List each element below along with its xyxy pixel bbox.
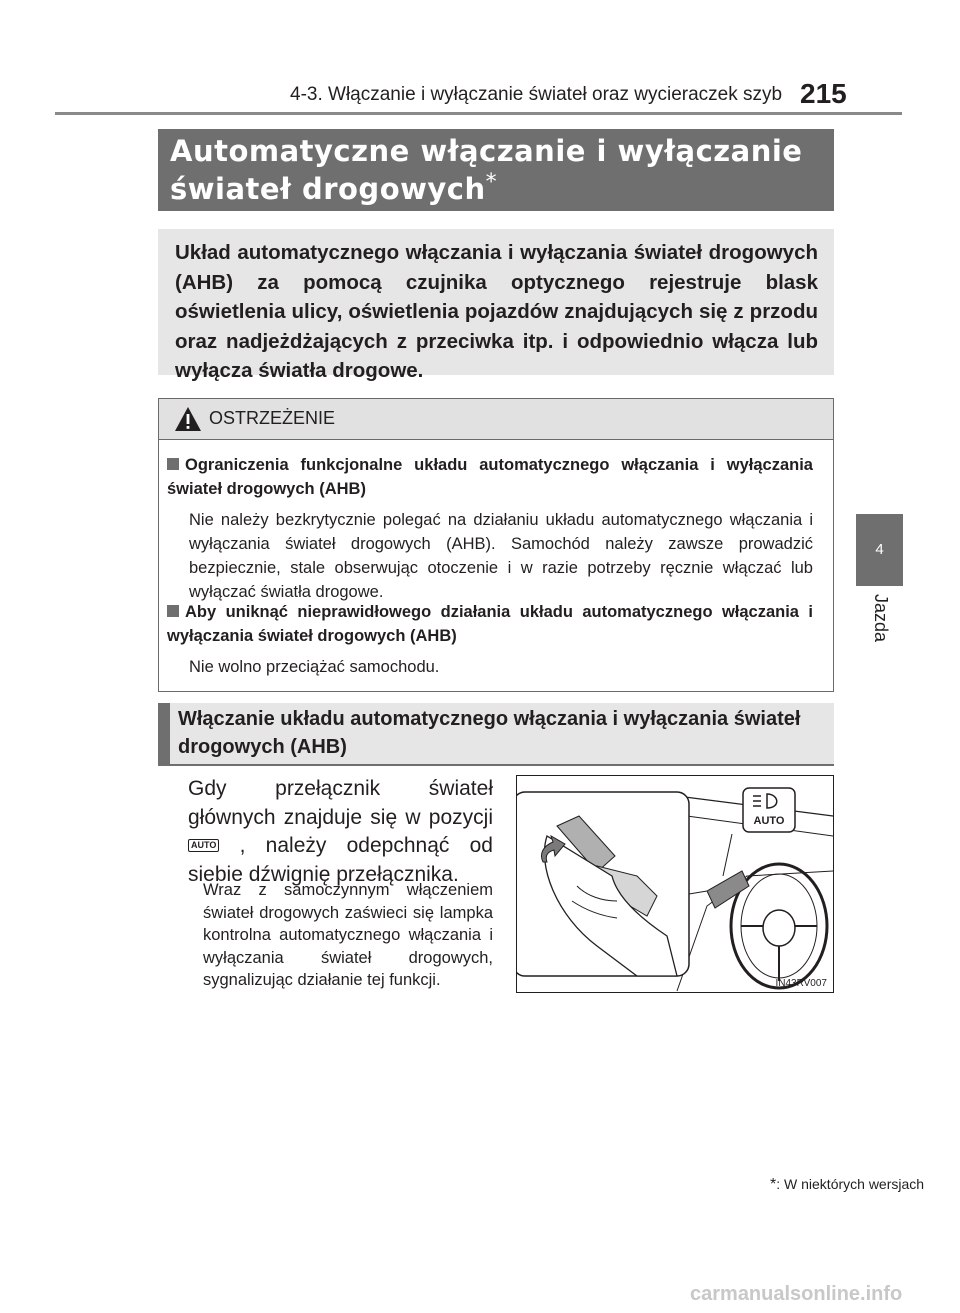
- instruction-note: Wraz z samoczynnym włączeniem świateł drogowych zaświeci się lampka kontrolna automatycznego włączania i wyłączania świateł drogowych, sygnalizując działanie tej funkcji.: [203, 881, 493, 989]
- warning-item: [167, 453, 813, 604]
- subsection-rule: [158, 764, 834, 766]
- section-title-line2: [170, 170, 497, 206]
- footnote-star-marker: *: [485, 170, 498, 195]
- square-bullet-icon: [167, 458, 179, 470]
- auto-headlight-icon: AUTO: [188, 839, 219, 852]
- instruction-paragraph: [188, 775, 493, 889]
- warning-item-body: Nie należy bezkrytycznie polegać na działaniu układu automatycznego włączania i wyłączania świateł drogowych (AHB). Samochód należy zawsze prowadzić bezpiecznie, stale obserwując otoczenie i w razie potrzeby ręcznie włączać lub wyłączać światła drogowe.: [189, 511, 813, 601]
- warning-item-heading: [167, 453, 813, 501]
- warning-item-body: Nie wolno przeciążać samochodu.: [189, 658, 440, 676]
- section-title-bar: [158, 129, 834, 211]
- running-head: 4-3. Włączanie i wyłączanie świateł oraz wycieraczek szyb: [290, 84, 783, 105]
- warning-box: [158, 398, 834, 692]
- watermark: carmanualsonline.info: [690, 1283, 903, 1305]
- figure-code: IN43RV007: [775, 978, 827, 989]
- chapter-tab-label-wrap: [859, 594, 899, 654]
- square-bullet-icon: [167, 605, 179, 617]
- warning-item: [167, 600, 813, 679]
- lever-illustration-drawing: [517, 776, 833, 992]
- auto-indicator-label: AUTO: [753, 815, 785, 827]
- intro-text: Układ automatycznego włączania i wyłączania świateł drogowych (AHB) za pomocą czujnika optycznego rejestruje blask oświetlenia ulicy, oświetlenia pojazdów znajdujących się z przodu oraz nadjeżdżających z przeciwka itp. i odpowiednio włącza lub wyłącza światła drogowe.: [175, 241, 818, 382]
- subsection-heading-bar: [158, 703, 834, 764]
- page-number: 215: [800, 78, 847, 109]
- instruction-text-end: , należy odepchnąć od siebie dźwignię przełącznika.: [188, 834, 493, 886]
- chapter-tab-label: Jazda: [871, 594, 891, 643]
- lever-illustration: [516, 775, 834, 993]
- intro-box: [158, 229, 834, 382]
- warning-header: [159, 399, 833, 440]
- chapter-tab-number: 4: [875, 541, 884, 558]
- footnote: [770, 1176, 924, 1194]
- warning-triangle-icon: [174, 406, 202, 432]
- chapter-tab: [856, 514, 903, 586]
- warning-item-heading-text: Ograniczenia funkcjonalne układu automatycznego włączania i wyłączania świateł drogowych (AHB): [167, 456, 813, 498]
- header-rule: [55, 112, 902, 115]
- instruction-text-start: Gdy przełącznik świateł głównych znajduje się w pozycji: [188, 777, 493, 829]
- section-title-line1: Automatyczne włączanie i wyłączanie: [170, 134, 803, 168]
- warning-item-heading-text: Aby uniknąć nieprawidłowego działania układu automatycznego włączania i wyłączania świateł drogowych (AHB): [167, 603, 813, 645]
- warning-title: OSTRZEŻENIE: [209, 408, 336, 428]
- section-title-line2-text: świateł drogowych: [170, 172, 486, 206]
- footnote-star: *: [770, 1176, 777, 1193]
- footnote-text: : W niektórych wersjach: [776, 1176, 925, 1192]
- warning-item-heading: [167, 600, 813, 648]
- subsection-heading: Włączanie układu automatycznego włączania i wyłączania świateł drogowych (AHB): [178, 708, 801, 758]
